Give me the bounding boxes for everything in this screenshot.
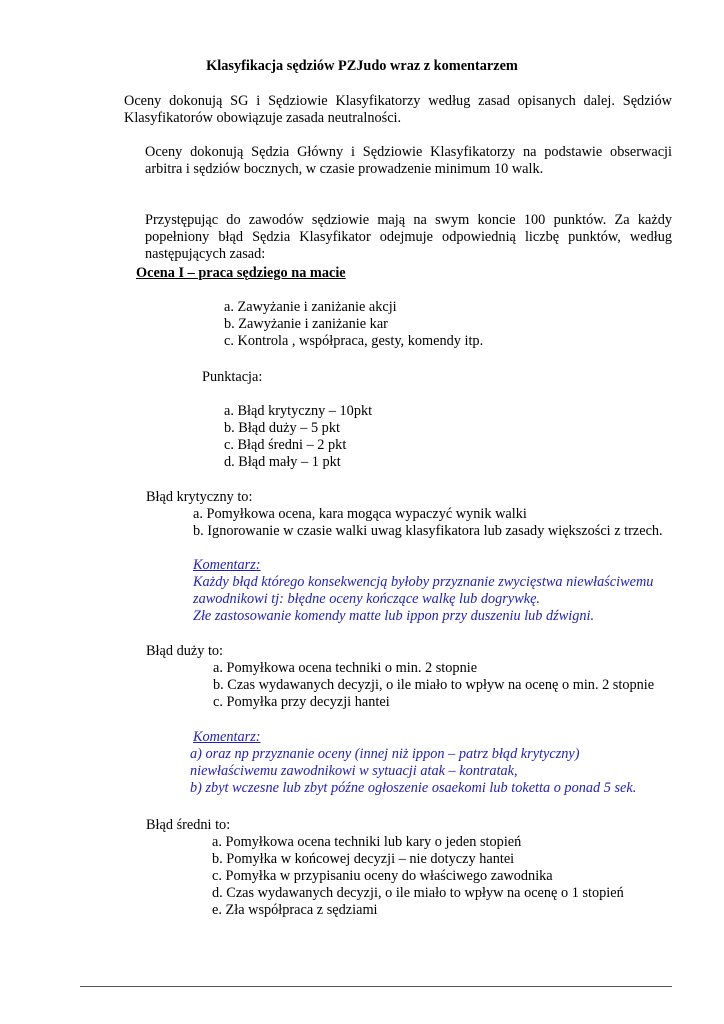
medium-error-item: e. Zła współpraca z sędziami [212,902,378,918]
scoring-item: c. Błąd średni – 2 pkt [224,437,347,453]
medium-error-label: Błąd średni to: [146,817,231,833]
points-paragraph: Przystępując do zawodów sędziowie mają na swym koncie 100 punktów. Za każdy popełniony błąd Sędzia Klasyfikator odejmuje odpowiednią liczbę punktów, według następujących zasad: [145,212,672,262]
major-error-item: b. Czas wydawanych decyzji, o ile miało to wpływ na ocenę o min. 2 stopnie [213,677,655,693]
document-title: Klasyfikacja sędziów PZJudo wraz z komentarzem [206,58,518,74]
scoring-item: a. Błąd krytyczny – 10pkt [224,403,373,419]
criteria-item: a. Zawyżanie i zaniżanie akcji [224,299,397,315]
critical-error-label: Błąd krytyczny to: [146,489,253,505]
criteria-item: b. Zawyżanie i zaniżanie kar [224,316,388,332]
scoring-label: Punktacja: [202,369,263,385]
critical-error-item: a. Pomyłkowa ocena, kara mogąca wypaczyć wynik walki [193,506,527,522]
section-heading: Ocena I – praca sędziego na macie [136,265,346,281]
criteria-item: c. Kontrola , współpraca, gesty, komendy itp. [224,333,484,349]
critical-comment-line: zawodnikowi tj: błędne oceny kończące walkę lub dogrywkę. [193,591,540,607]
major-error-item: c. Pomyłka przy decyzji hantei [213,694,390,710]
critical-comment-label: Komentarz: [193,557,261,573]
medium-error-item: c. Pomyłka w przypisaniu oceny do właściwego zawodnika [212,868,553,884]
major-error-label: Błąd duży to: [146,643,224,659]
scoring-item: b. Błąd duży – 5 pkt [224,420,340,436]
major-comment-line: b) zbyt wczesne lub zbyt późne ogłoszenie osaekomi lub toketta o ponad 5 sek. [190,780,637,796]
medium-error-item: a. Pomyłkowa ocena techniki lub kary o jeden stopień [212,834,522,850]
scoring-item: d. Błąd mały – 1 pkt [224,454,341,470]
footer-divider [80,986,672,987]
major-comment-line: niewłaściwemu zawodnikowi w sytuacji atak – kontratak, [190,763,518,779]
major-comment-line: a) oraz np przyznanie oceny (innej niż ippon – patrz błąd krytyczny) [190,746,580,762]
medium-error-item: b. Pomyłka w końcowej decyzji – nie dotyczy hantei [212,851,515,867]
major-comment-label: Komentarz: [193,729,261,745]
major-error-item: a. Pomyłkowa ocena techniki o min. 2 stopnie [213,660,478,676]
medium-error-item: d. Czas wydawanych decyzji, o ile miało to wpływ na ocenę o 1 stopień [212,885,624,901]
critical-error-item: b. Ignorowanie w czasie walki uwag klasyfikatora lub zasady większości z trzech. [193,523,663,539]
critical-comment-line: Złe zastosowanie komendy matte lub ippon przy duszeniu lub dźwigni. [193,608,595,624]
critical-comment-line: Każdy błąd którego konsekwencją byłoby przyznanie zwycięstwa niewłaściwemu [193,574,654,590]
observation-paragraph: Oceny dokonują Sędzia Główny i Sędziowie Klasyfikatorzy na podstawie obserwacji arbitra i sędziów bocznych, w czasie prowadzenie minimum 10 walk. [145,144,672,177]
intro-paragraph: Oceny dokonują SG i Sędziowie Klasyfikatorzy według zasad opisanych dalej. Sędziów Klasyfikatorów obowiązuje zasada neutralności. [124,93,672,126]
